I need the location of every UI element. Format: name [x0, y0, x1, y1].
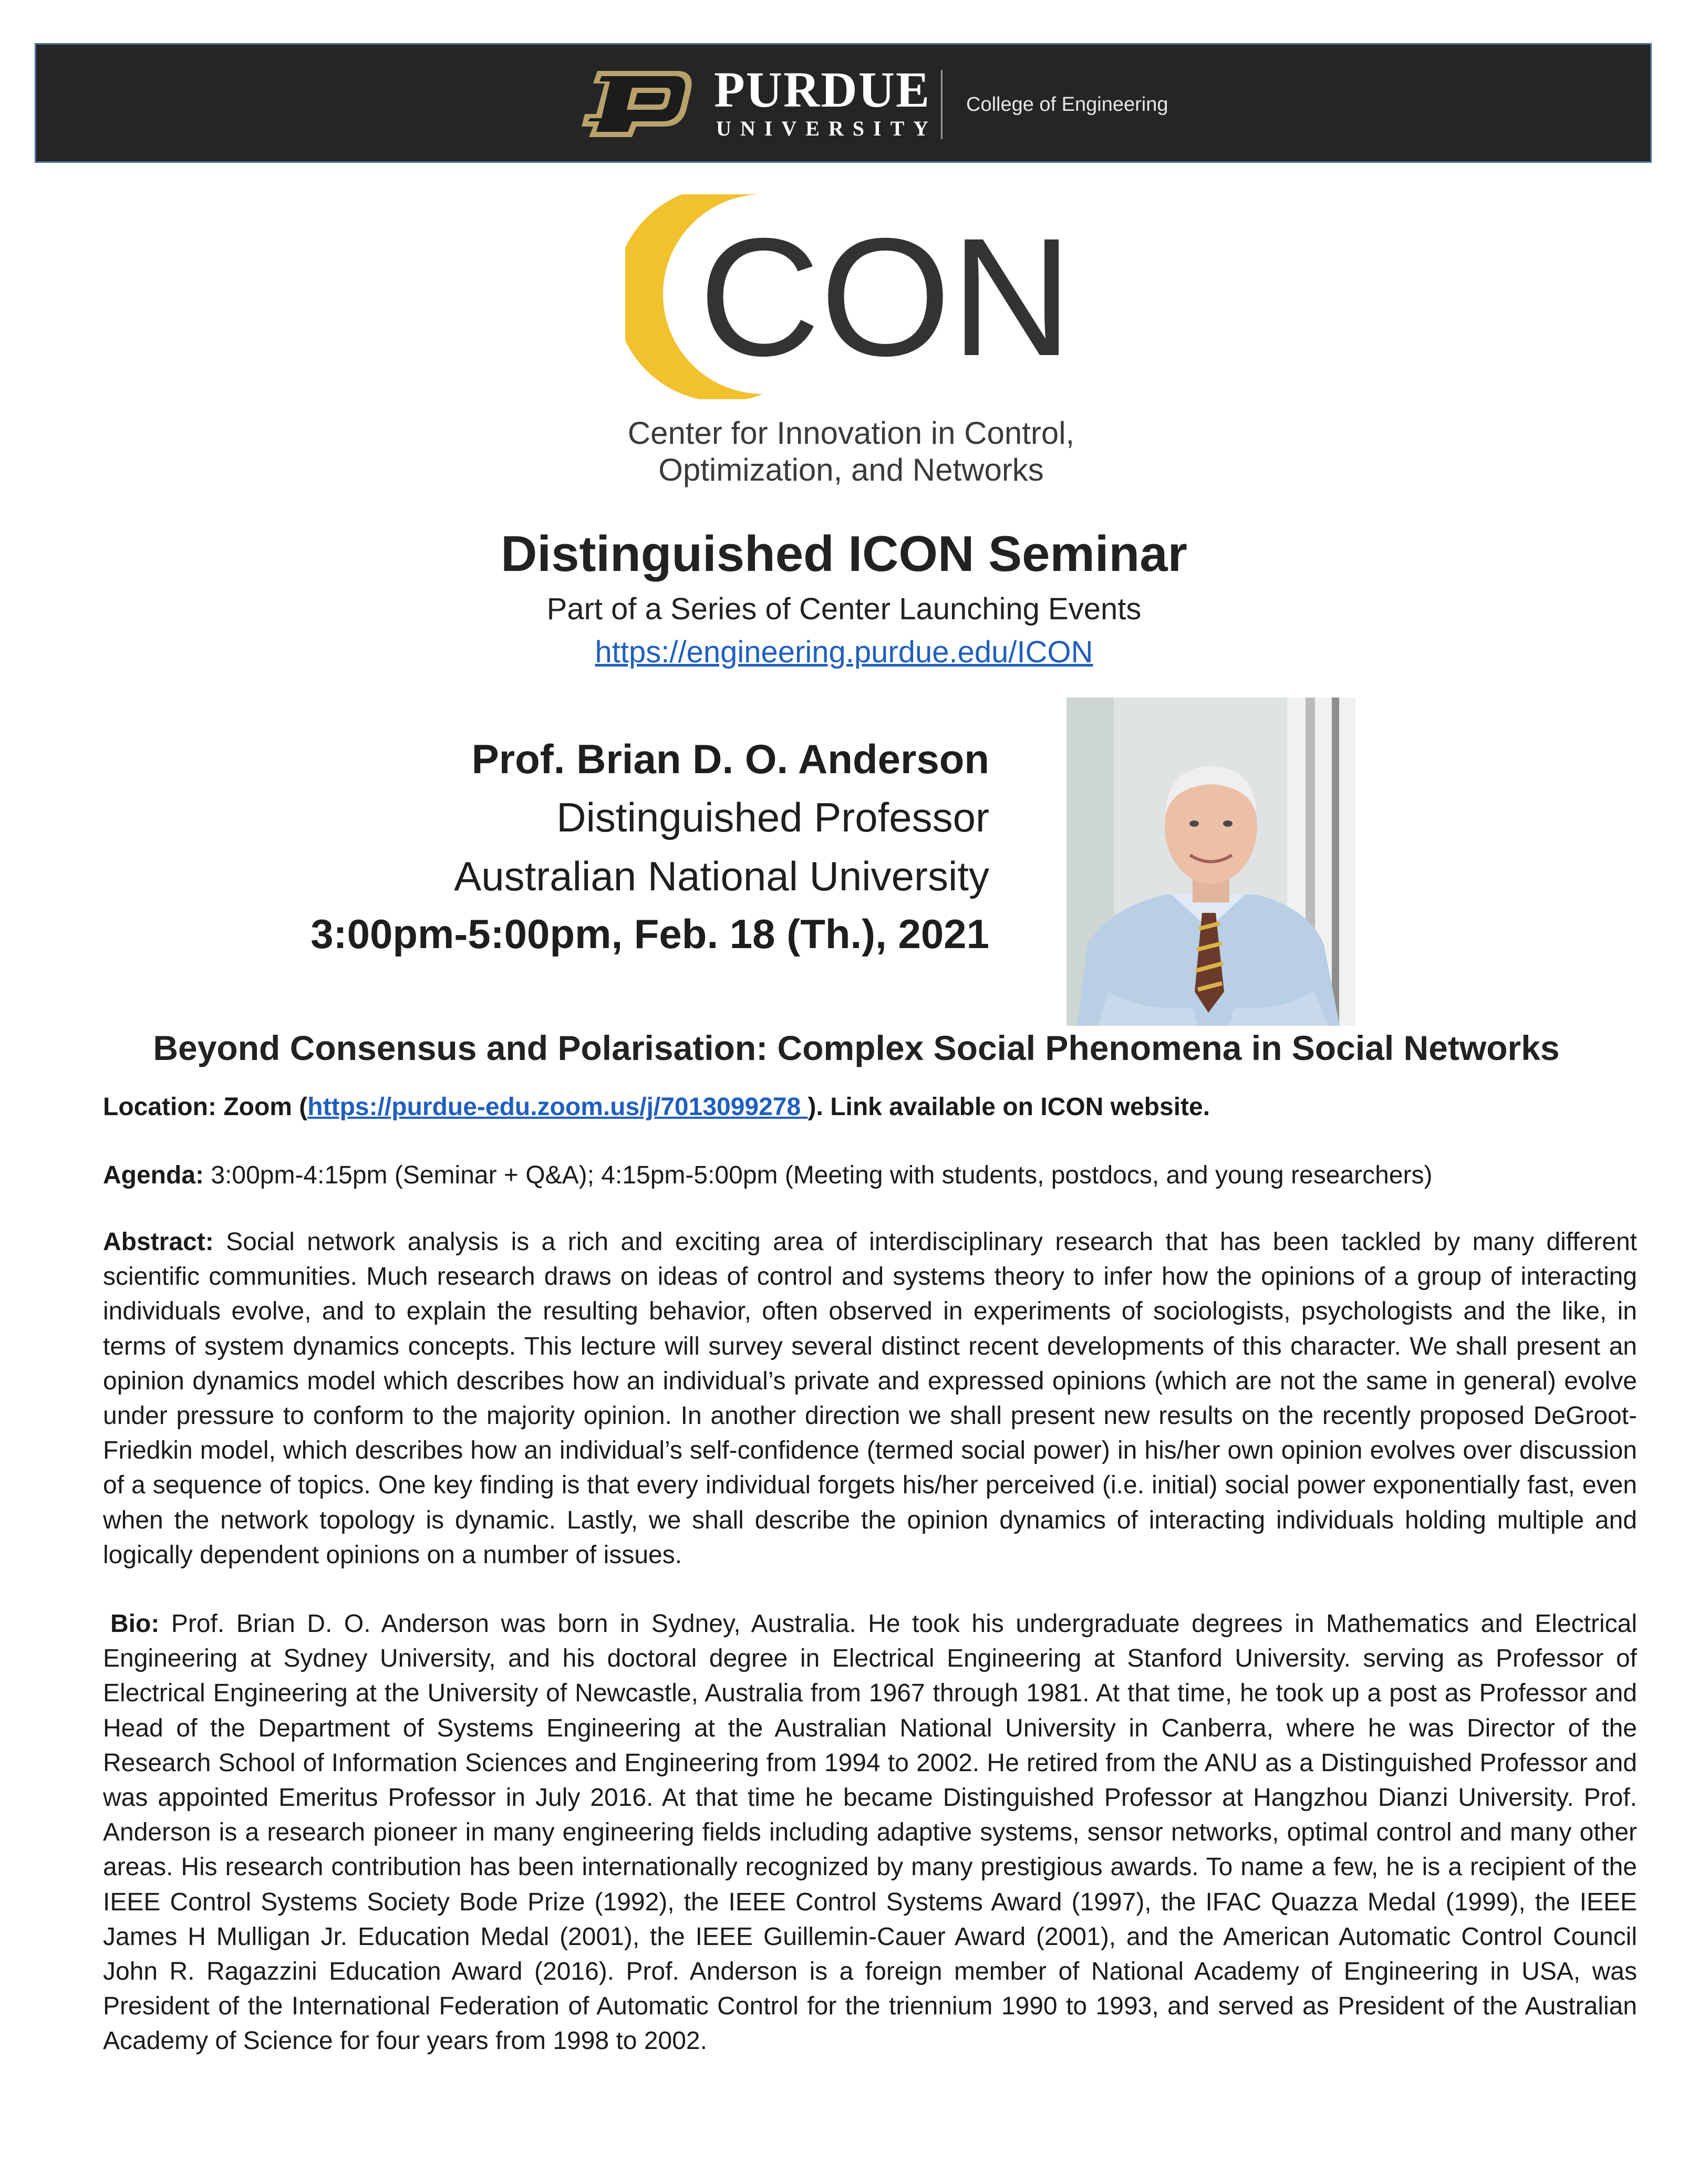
seminar-datetime: 3:00pm-5:00pm, Feb. 18 (Th.), 2021 [310, 911, 989, 957]
center-full-name [525, 415, 1177, 488]
seminar-title: Distinguished ICON Seminar [501, 526, 1187, 582]
purdue-header-banner [35, 43, 1652, 163]
zoom-link[interactable]: https://purdue-edu.zoom.us/j/7013099278 [307, 1093, 808, 1121]
agenda-text: 3:00pm-4:15pm (Seminar + Q&A); 4:15pm-5:00pm (Meeting with students, postdocs, and young researchers) [204, 1161, 1433, 1189]
speaker-affiliation: Australian National University [454, 853, 989, 899]
icon-website-link[interactable]: https://engineering.purdue.edu/ICON [595, 635, 1093, 669]
purdue-wordmark: PURDUE [714, 61, 930, 118]
talk-title: Beyond Consensus and Polarisation: Complex Social Phenomena in Social Networks [153, 1028, 1560, 1067]
location-suffix: ). Link available on ICON website. [807, 1093, 1210, 1121]
location-line [103, 1090, 1210, 1125]
abstract-paragraph [103, 1225, 1637, 1573]
speaker-position: Distinguished Professor [556, 794, 989, 840]
speaker-photo [1066, 698, 1355, 1026]
icon-center-logo [625, 194, 1077, 399]
university-wordmark: UNIVERSITY [716, 117, 938, 140]
header-divider [941, 70, 943, 139]
bio-text: Prof. Brian D. O. Anderson was born in Sydney, Australia. He took his undergraduate degrees in Mathematics and Electrical Engineering at Sydney University, and his doctoral degree in Electrical Engineering at Stanford University. serving as Professor of Electrical Engineering at the University of Newcastle, Australia from 1967 through 1981. At that time, he took up a post as Professor and Head of the Department of Systems Engineering at the Australian National University in Canberra, where he was Director of the Research School of Information Sciences and Engineering from 1994 to 2002. He retired from the ANU as a Distinguished Professor and was appointed Emeritus Professor in July 2016. At that time he became Distinguished Professor at Hangzhou Dianzi University. Prof. Anderson is a research pioneer in many engineering fields including adaptive systems, sensor networks, optimal control and many other areas. His research contribution has been internationally recognized by many prestigious awards. To name a few, he is a recipient of the IEEE Control Systems Society Bode Prize (1992), the IEEE Control Systems Award (1997), the IFAC Quazza Medal (1999), the IEEE James H Mulligan Jr. Education Medal (2001), the IEEE Guillemin-Cauer Award (2001), and the American Automatic Control Council John R. Ragazzini Education Award (2016). Prof. Anderson is a foreign member of National Academy of Engineering in USA, was President of the International Federation of Automatic Control for the triennium 1990 to 1993, and served as President of the Australian Academy of Science for four years from 1998 to 2002. [103, 1610, 1637, 2055]
speaker-info [310, 730, 989, 962]
speaker-name: Prof. Brian D. O. Anderson [471, 736, 989, 782]
purdue-p-logo-icon [577, 67, 698, 140]
abstract-text: Social network analysis is a rich and exciting area of interdisciplinary research that has been tackled by many different scientific communities. Much research draws on ideas of control and systems theory to infer how the opinions of a group of interacting individuals evolve, and to explain the resulting behavior, often observed in experiments of sociologists, psychologists and the like, in terms of system dynamics concepts. This lecture will survey several distinct recent developments of this character. We shall present an opinion dynamics model which describes how an individual’s private and expressed opinions (which are not the same in general) evolve under pressure to conform to the majority opinion. In another direction we shall present new results on the recently proposed DeGroot-Friedkin model, which describes how an individual’s self-confidence (termed social power) in his/her own opinion evolves over discussion of a sequence of topics. One key finding is that every individual forgets his/her perceived (i.e. initial) social power exponentially fast, even when the network topology is dynamic. Lastly, we shall describe the opinion dynamics of interacting individuals holding multiple and logically dependent opinions on a number of issues. [103, 1228, 1637, 1569]
agenda-line [103, 1158, 1432, 1193]
icon-logo-con-text: CON [699, 203, 1073, 391]
bio-label: Bio: [110, 1610, 160, 1638]
bio-paragraph [103, 1607, 1637, 2059]
abstract-label: Abstract: [103, 1228, 214, 1256]
center-name-line-2: Optimization, and Networks [658, 452, 1044, 487]
seminar-subtitle: Part of a Series of Center Launching Events [546, 592, 1142, 626]
center-name-line-1: Center for Innovation in Control, [627, 415, 1075, 451]
location-label: Location: Zoom ( [103, 1093, 308, 1121]
college-name: College of Engineering [966, 93, 1168, 116]
agenda-label: Agenda: [103, 1161, 204, 1189]
